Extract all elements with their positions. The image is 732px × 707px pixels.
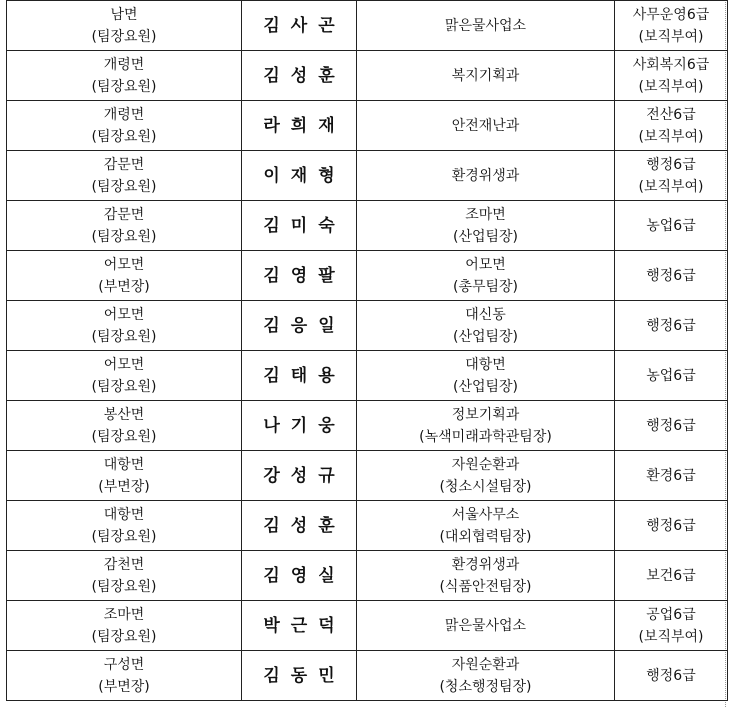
- name-cell[interactable]: [242, 201, 357, 251]
- department-cell[interactable]: [357, 401, 615, 451]
- office-cell[interactable]: [7, 401, 242, 451]
- department-cell-line: (산업팀장): [452, 328, 519, 345]
- name-cell-text: 강성규: [263, 465, 346, 486]
- grade-cell-line: 행정6급: [646, 417, 696, 434]
- department-cell[interactable]: [357, 551, 615, 601]
- department-cell-line: 조마면: [465, 206, 506, 223]
- grade-cell[interactable]: [615, 1, 728, 51]
- grade-cell-line: 행정6급: [646, 267, 696, 284]
- department-cell[interactable]: [357, 451, 615, 501]
- department-cell-line: 자원순환과: [451, 456, 520, 473]
- table-row: [7, 601, 728, 651]
- grade-cell[interactable]: [615, 151, 728, 201]
- department-cell[interactable]: [357, 101, 615, 151]
- grade-cell[interactable]: [615, 401, 728, 451]
- name-cell[interactable]: [242, 101, 357, 151]
- department-cell-line: (녹색미래과학관팀장): [419, 428, 552, 445]
- grade-cell-line: 전산6급: [646, 106, 696, 123]
- office-cell[interactable]: [7, 301, 242, 351]
- office-cell[interactable]: [7, 1, 242, 51]
- office-cell-line: 어모면: [103, 256, 145, 273]
- department-cell-line: (총무팀장): [452, 278, 519, 295]
- office-cell-line: (팀장요원): [91, 228, 157, 245]
- department-cell-line: 환경위생과: [451, 167, 520, 184]
- table-row: [7, 301, 728, 351]
- grade-cell[interactable]: [615, 251, 728, 301]
- office-cell-line: 개령면: [103, 106, 145, 123]
- department-cell[interactable]: [357, 201, 615, 251]
- table-row: [7, 351, 728, 401]
- office-cell[interactable]: [7, 101, 242, 151]
- name-cell[interactable]: [242, 401, 357, 451]
- grade-cell[interactable]: [615, 501, 728, 551]
- department-cell-line: (산업팀장): [452, 378, 519, 395]
- table-row: [7, 51, 728, 101]
- name-cell-text: 김응일: [263, 315, 346, 336]
- personnel-table: [6, 0, 728, 701]
- office-cell-line: 남면: [110, 6, 138, 23]
- department-cell[interactable]: [357, 301, 615, 351]
- department-cell-line: 서울사무소: [451, 506, 520, 523]
- grade-cell-line: 사무운영6급: [632, 6, 710, 23]
- office-cell-line: (팀장요원): [91, 428, 157, 445]
- name-cell[interactable]: [242, 51, 357, 101]
- department-cell-line: 정보기획과: [451, 406, 520, 423]
- department-cell-line: 대신동: [465, 306, 506, 323]
- office-cell[interactable]: [7, 451, 242, 501]
- department-cell[interactable]: [357, 51, 615, 101]
- grade-cell-line: 행정6급: [646, 156, 696, 173]
- personnel-table-body: [7, 1, 728, 701]
- name-cell-text: 김성훈: [263, 515, 346, 536]
- office-cell[interactable]: [7, 651, 242, 701]
- department-cell[interactable]: [357, 1, 615, 51]
- department-cell[interactable]: [357, 151, 615, 201]
- office-cell-line: 대항면: [103, 506, 145, 523]
- name-cell-text: 김사곤: [263, 15, 346, 36]
- name-cell-text: 김태용: [263, 365, 346, 386]
- office-cell[interactable]: [7, 201, 242, 251]
- office-cell-line: (부면장): [98, 278, 150, 295]
- office-cell[interactable]: [7, 501, 242, 551]
- office-cell-line: (부면장): [98, 678, 150, 695]
- department-cell-line: 복지기획과: [451, 67, 520, 84]
- office-cell-line: 어모면: [103, 306, 145, 323]
- office-cell[interactable]: [7, 51, 242, 101]
- grade-cell-line: 행정6급: [646, 667, 696, 684]
- name-cell-text: 김성훈: [263, 65, 346, 86]
- office-cell[interactable]: [7, 601, 242, 651]
- table-row: [7, 501, 728, 551]
- grade-cell[interactable]: [615, 51, 728, 101]
- name-cell-text: 나기웅: [263, 415, 346, 436]
- department-cell[interactable]: [357, 501, 615, 551]
- office-cell-line: 대항면: [103, 456, 145, 473]
- office-cell-line: (팀장요원): [91, 128, 157, 145]
- office-cell-line: (팀장요원): [91, 378, 157, 395]
- department-cell-line: 대항면: [465, 356, 506, 373]
- table-row: [7, 551, 728, 601]
- department-cell[interactable]: [357, 651, 615, 701]
- name-cell-text: 김영팔: [263, 265, 346, 286]
- name-cell[interactable]: [242, 501, 357, 551]
- name-cell[interactable]: [242, 601, 357, 651]
- grade-cell-line: 농업6급: [646, 217, 696, 234]
- department-cell-line: 맑은물사업소: [444, 617, 527, 634]
- name-cell-text: 김동민: [263, 665, 346, 686]
- office-cell-line: 어모면: [103, 356, 145, 373]
- office-cell-line: (팀장요원): [91, 78, 157, 95]
- name-cell[interactable]: [242, 1, 357, 51]
- office-cell-line: (팀장요원): [91, 628, 157, 645]
- department-cell-line: 안전재난과: [451, 117, 520, 134]
- office-cell-line: (팀장요원): [91, 178, 157, 195]
- name-cell[interactable]: [242, 451, 357, 501]
- name-cell-text: 라희재: [263, 115, 346, 136]
- grade-cell-line: (보직부여): [638, 178, 704, 195]
- grade-cell[interactable]: [615, 651, 728, 701]
- department-cell-line: (산업팀장): [452, 228, 519, 245]
- table-row: [7, 401, 728, 451]
- grade-cell-line: 사회복지6급: [632, 56, 710, 73]
- name-cell-text: 김미숙: [263, 215, 346, 236]
- table-row: [7, 101, 728, 151]
- office-cell-line: (팀장요원): [91, 528, 157, 545]
- office-cell-line: 감문면: [103, 206, 145, 223]
- grade-cell[interactable]: [615, 451, 728, 501]
- department-cell-line: 환경위생과: [451, 556, 520, 573]
- office-cell-line: (팀장요원): [91, 578, 157, 595]
- department-cell[interactable]: [357, 251, 615, 301]
- table-row: [7, 1, 728, 51]
- grade-cell-line: (보직부여): [638, 78, 704, 95]
- name-cell[interactable]: [242, 251, 357, 301]
- name-cell[interactable]: [242, 551, 357, 601]
- name-cell[interactable]: [242, 151, 357, 201]
- name-cell-text: 이재형: [263, 165, 346, 186]
- office-cell-line: 구성면: [103, 656, 145, 673]
- grade-cell-line: 공업6급: [646, 606, 696, 623]
- grade-cell[interactable]: [615, 201, 728, 251]
- office-cell-line: 감문면: [103, 156, 145, 173]
- department-cell-line: (청소행정팀장): [439, 678, 532, 695]
- table-row: [7, 201, 728, 251]
- table-row: [7, 151, 728, 201]
- office-cell[interactable]: [7, 151, 242, 201]
- grade-cell-line: (보직부여): [638, 628, 704, 645]
- name-cell[interactable]: [242, 351, 357, 401]
- grade-cell-line: 행정6급: [646, 317, 696, 334]
- office-cell[interactable]: [7, 351, 242, 401]
- office-cell-line: 봉산면: [103, 406, 145, 423]
- table-row: [7, 651, 728, 701]
- office-cell[interactable]: [7, 251, 242, 301]
- department-cell-line: (식품안전팀장): [439, 578, 532, 595]
- grade-cell-line: 행정6급: [646, 517, 696, 534]
- grade-cell-line: 보건6급: [646, 567, 696, 584]
- department-cell-line: 어모면: [465, 256, 506, 273]
- office-cell-line: (팀장요원): [91, 28, 157, 45]
- grade-cell[interactable]: [615, 301, 728, 351]
- department-cell-line: (대외협력팀장): [439, 528, 532, 545]
- office-cell[interactable]: [7, 551, 242, 601]
- name-cell-text: 김영실: [263, 565, 346, 586]
- grade-cell-line: 농업6급: [646, 367, 696, 384]
- grade-cell[interactable]: [615, 351, 728, 401]
- name-cell-text: 박근덕: [263, 615, 346, 636]
- name-cell[interactable]: [242, 651, 357, 701]
- grade-cell-line: 환경6급: [646, 467, 696, 484]
- table-row: [7, 451, 728, 501]
- grade-cell[interactable]: [615, 551, 728, 601]
- office-cell-line: 개령면: [103, 56, 145, 73]
- table-row: [7, 251, 728, 301]
- grade-cell-line: (보직부여): [638, 128, 704, 145]
- department-cell-line: 맑은물사업소: [444, 17, 527, 34]
- office-cell-line: (팀장요원): [91, 328, 157, 345]
- office-cell-line: (부면장): [98, 478, 150, 495]
- department-cell[interactable]: [357, 351, 615, 401]
- office-cell-line: 조마면: [103, 606, 145, 623]
- grade-cell-line: (보직부여): [638, 28, 704, 45]
- grade-cell[interactable]: [615, 601, 728, 651]
- department-cell[interactable]: [357, 601, 615, 651]
- office-cell-line: 감천면: [103, 556, 145, 573]
- department-cell-line: 자원순환과: [451, 656, 520, 673]
- department-cell-line: (청소시설팀장): [439, 478, 532, 495]
- grade-cell[interactable]: [615, 101, 728, 151]
- name-cell[interactable]: [242, 301, 357, 351]
